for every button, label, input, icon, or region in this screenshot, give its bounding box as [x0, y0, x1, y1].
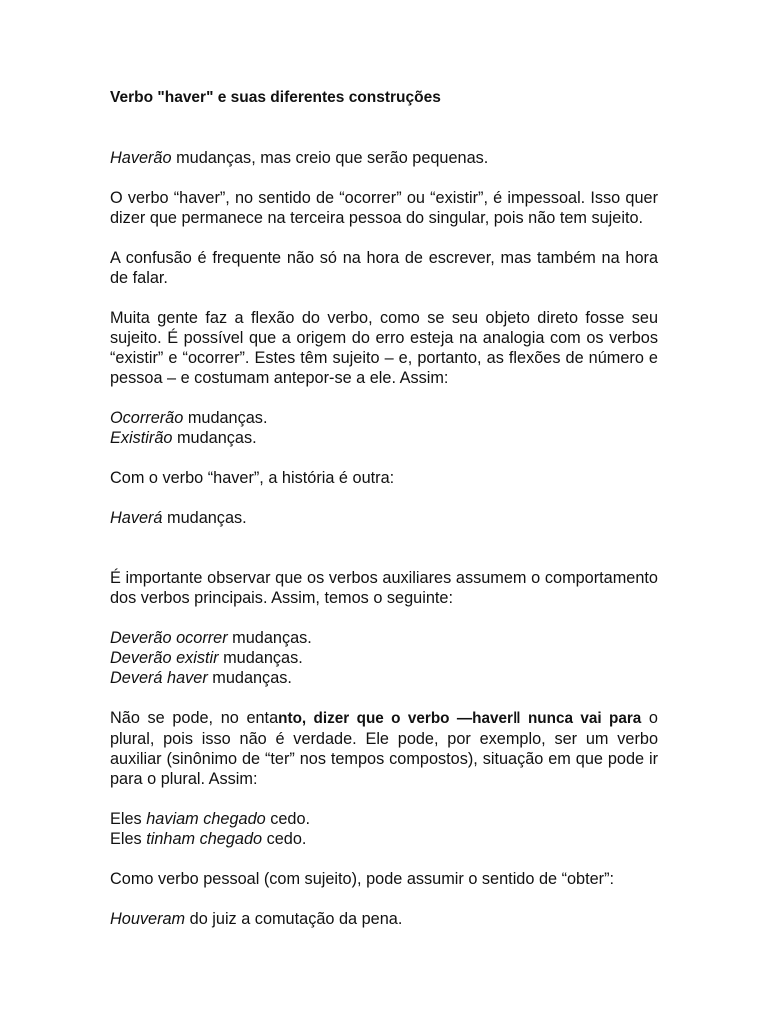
example-block-1: [110, 408, 658, 448]
example-text: mudanças.: [218, 649, 303, 667]
example-line: [110, 628, 658, 648]
paragraph-1-text: mudanças, mas creio que serão pequenas.: [171, 149, 489, 167]
paragraph-1-italic: Haverão: [110, 149, 172, 167]
example-italic: Haverá: [110, 509, 163, 527]
example-block-3: [110, 628, 658, 688]
example-italic: Deverá haver: [110, 669, 208, 687]
example-prefix: Eles: [110, 830, 147, 848]
example-text: mudanças.: [162, 509, 247, 527]
example-italic: Houveram: [110, 910, 186, 928]
paragraph-7: [110, 708, 658, 789]
example-text: mudanças.: [207, 669, 292, 687]
example-line: [110, 648, 658, 668]
example-block-4: [110, 809, 658, 849]
example-line: [110, 909, 658, 929]
example-italic: Deverão existir: [110, 649, 219, 667]
example-line: [110, 668, 658, 688]
paragraph-1: [110, 148, 658, 168]
paragraph-7-start: Não se pode, no enta: [110, 709, 279, 727]
example-italic: Ocorrerão: [110, 409, 184, 427]
paragraph-4: Muita gente faz a flexão do verbo, como se seu objeto direto fosse seu sujeito. É possível que a origem do erro esteja na analogia com os verbos “existir” e “ocorrer”. Estes têm sujeito – e, portanto, as flexões de número e pessoa – e costumam antepor-se a ele. Assim:: [110, 309, 658, 387]
example-italic: tinham chegado: [146, 830, 263, 848]
example-line: [110, 508, 658, 528]
example-text: mudanças.: [172, 429, 257, 447]
paragraph-8: Como verbo pessoal (com sujeito), pode assumir o sentido de “obter”:: [110, 870, 615, 888]
example-text: mudanças.: [227, 629, 312, 647]
paragraph-7-bold: nto, dizer que o verbo ―haver‖ nunca vai para: [278, 710, 642, 727]
paragraph-3: A confusão é frequente não só na hora de escrever, mas também na hora de falar.: [110, 249, 658, 287]
paragraph-2: O verbo “haver”, no sentido de “ocorrer” ou “existir”, é impessoal. Isso quer dizer que permanece na terceira pessoa do singular, pois não tem sujeito.: [110, 189, 658, 227]
example-italic: Deverão ocorrer: [110, 629, 228, 647]
document-page: [110, 80, 658, 929]
example-italic: haviam chegado: [146, 810, 266, 828]
paragraph-6: É importante observar que os verbos auxiliares assumem o comportamento dos verbos principais. Assim, temos o seguinte:: [110, 569, 658, 607]
example-text: cedo.: [262, 830, 307, 848]
example-line: [110, 408, 658, 428]
example-block-2: [110, 508, 658, 528]
example-text: mudanças.: [183, 409, 268, 427]
example-text: cedo.: [265, 810, 311, 828]
paragraph-7-rest: o plural, pois isso não é verdade. Ele pode, por exemplo, ser um verbo auxiliar (sinônimo de “ter” nos tempos compostos), situação em que pode ir para o plural. Assim:: [110, 709, 658, 788]
example-line: [110, 829, 658, 849]
example-italic: Existirão: [110, 429, 173, 447]
example-line: [110, 809, 658, 829]
document-title: Verbo "haver" e suas diferentes construções: [110, 89, 441, 106]
example-line: [110, 428, 658, 448]
paragraph-5: Com o verbo “haver”, a história é outra:: [110, 469, 395, 487]
example-text: do juiz a comutação da pena.: [185, 910, 403, 928]
example-prefix: Eles: [110, 810, 147, 828]
example-block-5: [110, 909, 658, 929]
